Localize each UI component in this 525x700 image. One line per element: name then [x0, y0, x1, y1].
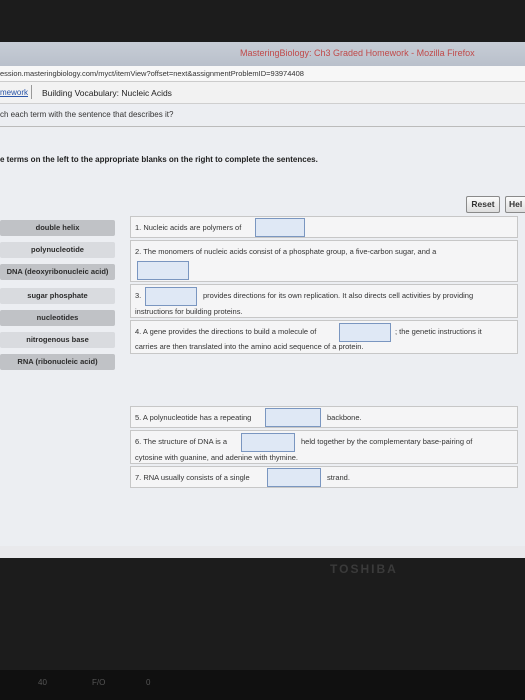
- window-title: MasteringBiology: Ch3 Graded Homework - Mozilla Firefox: [240, 48, 475, 58]
- term-sugar-phosphate[interactable]: sugar phosphate: [0, 288, 115, 304]
- term-nucleotides[interactable]: nucleotides: [0, 310, 115, 326]
- sentence-6-text-cont: cytosine with guanine, and adenine with thymine.: [135, 453, 299, 462]
- key-label: 40: [38, 678, 47, 687]
- sentence-3-text: provides directions for its own replication. It also directs cell activities by providing: [203, 291, 474, 300]
- key-label: 0: [146, 678, 151, 687]
- sentence-7-text-end: strand.: [327, 473, 350, 482]
- sentence-6-text: 6. The structure of DNA is a: [135, 437, 227, 446]
- sentence-4-text: 4. A gene provides the directions to build a molecule of: [135, 327, 317, 336]
- blank-7[interactable]: [267, 468, 321, 487]
- sentence-4: [130, 320, 518, 354]
- blank-2[interactable]: [137, 261, 189, 280]
- key-label: F/O: [92, 678, 106, 687]
- blank-5[interactable]: [265, 408, 321, 427]
- blank-6[interactable]: [241, 433, 295, 452]
- keyboard-strip: [0, 670, 525, 700]
- sentence-3: [130, 284, 518, 318]
- sentence-2-text: 2. The monomers of nucleic acids consist of a phosphate group, a five-carbon sugar, and a: [135, 247, 437, 256]
- sentence-5: [130, 406, 518, 428]
- sentence-3-text-cont: instructions for building proteins.: [135, 307, 243, 316]
- sentence-6: [130, 430, 518, 464]
- sentence-5-text-end: backbone.: [327, 413, 362, 422]
- sentence-7-text: 7. RNA usually consists of a single: [135, 473, 250, 482]
- blank-3[interactable]: [145, 287, 197, 306]
- page-title: Building Vocabulary: Nucleic Acids: [42, 88, 172, 98]
- sentence-4-text-cont: carries are then translated into the amino acid sequence of a protein.: [135, 342, 364, 351]
- divider: [0, 126, 525, 127]
- assignment-content: [0, 104, 525, 546]
- sentence-3-number: 3.: [135, 291, 142, 300]
- sentence-6-text-mid: held together by the complementary base-pairing of: [301, 437, 473, 446]
- toshiba-logo: TOSHIBA: [330, 562, 398, 576]
- term-rna[interactable]: RNA (ribonucleic acid): [0, 354, 115, 370]
- breadcrumb-divider: [31, 85, 32, 99]
- reset-button[interactable]: Reset: [466, 196, 500, 213]
- window-titlebar: [0, 42, 525, 66]
- url-text[interactable]: ession.masteringbiology.com/myct/itemView?offset=next&assignmentProblemID=93974408: [0, 69, 304, 78]
- breadcrumb: [0, 82, 525, 104]
- sentence-1-text: 1. Nucleic acids are polymers of: [135, 223, 242, 232]
- laptop-screen: [0, 42, 525, 558]
- help-button[interactable]: Hel: [505, 196, 525, 213]
- sentence-1: [130, 216, 518, 238]
- sentence-5-text: 5. A polynucleotide has a repeating: [135, 413, 252, 422]
- sentence-7: [130, 466, 518, 488]
- blank-1[interactable]: [255, 218, 305, 237]
- term-double-helix[interactable]: double helix: [0, 220, 115, 236]
- term-polynucleotide[interactable]: polynucleotide: [0, 242, 115, 258]
- question-prompt: ch each term with the sentence that describes it?: [0, 110, 174, 119]
- instructions-text: e terms on the left to the appropriate blanks on the right to complete the sentences.: [0, 155, 318, 164]
- blank-4[interactable]: [339, 323, 391, 342]
- homework-link[interactable]: mework: [0, 88, 29, 97]
- sentence-4-text-mid: ; the genetic instructions it: [395, 327, 482, 336]
- term-dna[interactable]: DNA (deoxyribonucleic acid): [0, 264, 115, 280]
- sentence-2: [130, 240, 518, 282]
- term-nitrogenous-base[interactable]: nitrogenous base: [0, 332, 115, 348]
- address-bar[interactable]: [0, 66, 525, 82]
